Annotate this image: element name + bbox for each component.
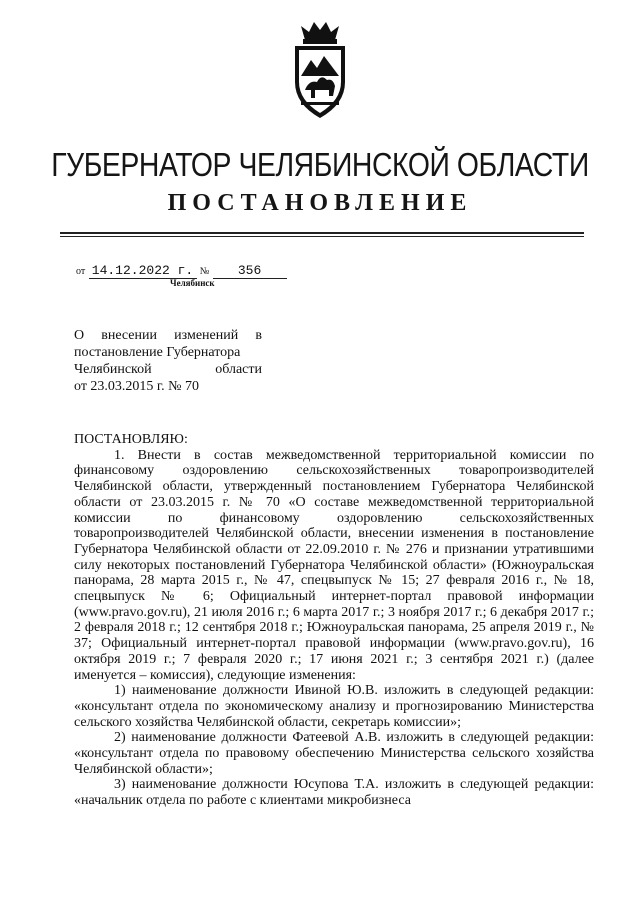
- document-city: Челябинск: [170, 278, 215, 288]
- body-paragraph: 2) наименование должности Фатеевой А.В. изложить в следующей редакции: «консультант отдела по правовому обеспечению Министерства сельского хозяйства Челябинской области»;: [74, 730, 594, 777]
- subject-line: О внесении изменений в: [74, 328, 262, 343]
- authority-title: ГУБЕРНАТОР ЧЕЛЯБИНСКОЙ ОБЛАСТИ: [51, 146, 589, 183]
- date-label: от: [76, 266, 86, 277]
- document-subject: [74, 327, 262, 395]
- coat-of-arms-icon: [287, 20, 353, 122]
- body-paragraph: 1) наименование должности Ивиной Ю.В. изложить в следующей редакции: «консультант отдела по экономическому анализу и прогнозированию Министерства сельского хозяйства Челябинской области, секретарь комиссии»;: [74, 683, 594, 730]
- subject-line: Челябинской области: [74, 362, 262, 377]
- number-label: №: [199, 266, 210, 277]
- document-type-heading: ПОСТАНОВЛЕНИЕ: [167, 190, 473, 216]
- body-paragraph: 3) наименование должности Юсупова Т.А. изложить в следующей редакции: «начальник отдела по работе с клиентами микробизнеса: [74, 777, 594, 809]
- document-number: 356: [213, 263, 287, 279]
- subject-line: постановление Губернатора: [74, 345, 241, 360]
- body-paragraph: 1. Внести в состав межведомственной территориальной комиссии по финансовому оздоровлению сельскохозяйственных товаропроизводителей Челябинской области, утвержденный постановлением Губернатора Челябинской области от 23.03.2015 г. № 70 «О составе межведомственной территориальной комиссии по финансовому оздоровлению сельскохозяйственных товаропроизводителей Челябинской области, внесении изменения в постановление Губернатора Челябинской области от 22.09.2010 г. № 276 и признании утратившими силу некоторых постановлений Губернатора Челябинской области» (Южноуральская панорама, 28 марта 2015 г., № 47, спецвыпуск № 15; 27 февраля 2016 г., № 18, спецвыпуск № 6; Официальный интернет-портал правовой информации (www.pravo.gov.ru), 21 июля 2016 г.; 6 марта 2017 г.; 3 ноября 2017 г.; 6 декабря 2017 г.; 2 февраля 2018 г.; 12 сентября 2018 г.; Южноуральская панорама, 25 апреля 2019 г., № 37; Официальный интернет-портал правовой информации (www.pravo.gov.ru), 16 октября 2019 г.; 7 февраля 2020 г.; 17 июня 2021 г.; 3 сентября 2021 г.) (далее именуется – комиссия), следующие изменения:: [74, 447, 594, 683]
- body-heading: ПОСТАНОВЛЯЮ:: [74, 432, 188, 447]
- header-divider: [60, 232, 584, 234]
- document-meta: [76, 262, 287, 279]
- subject-line: от 23.03.2015 г. № 70: [74, 379, 199, 394]
- document-date: 14.12.2022 г.: [89, 263, 197, 279]
- header-divider-thin: [60, 236, 584, 237]
- document-body: [74, 432, 594, 809]
